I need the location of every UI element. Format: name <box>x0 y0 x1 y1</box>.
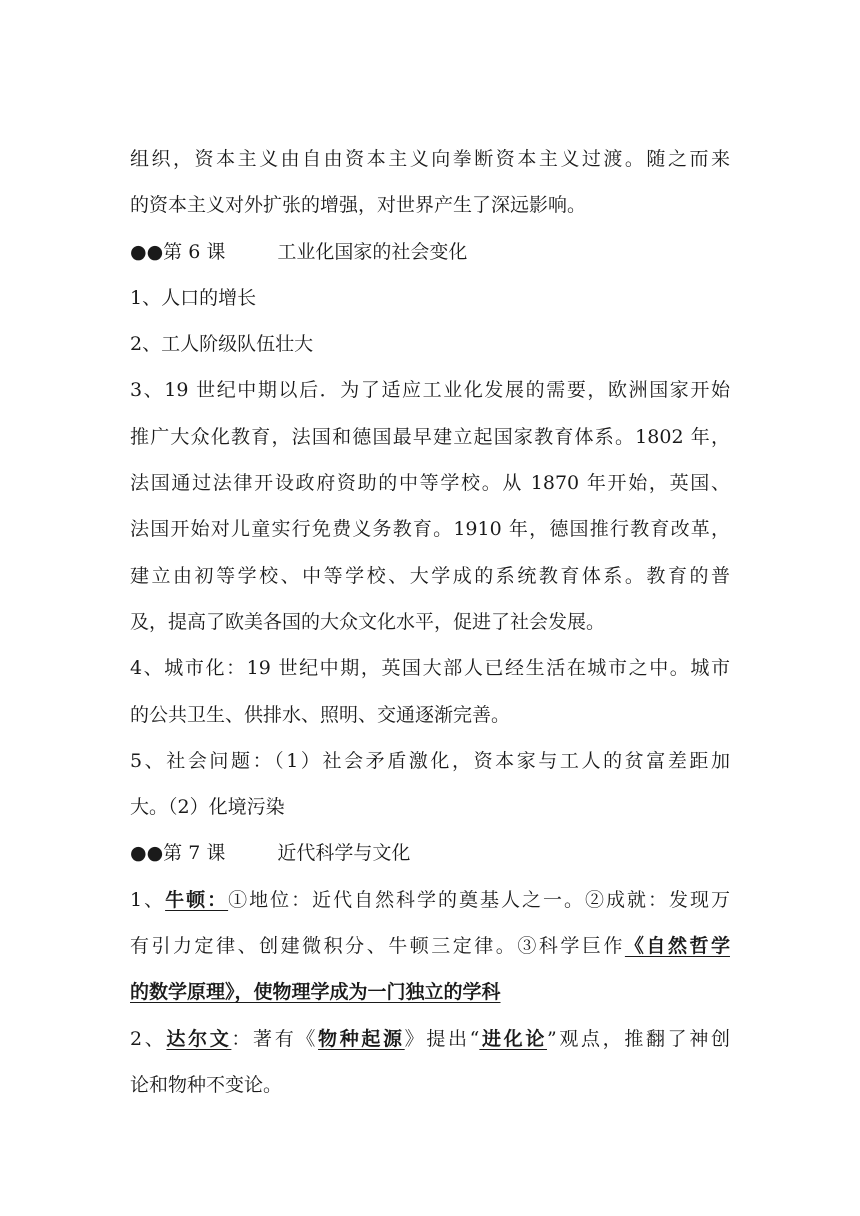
paragraph-line: 的公共卫生、供排水、照明、交通逐渐完善。 <box>130 703 511 726</box>
paragraph-line: 论和物种不变论。 <box>130 1073 283 1096</box>
paragraph-line: 的资本主义对外扩张的增强，对世界产生了深远影响。 <box>130 194 587 217</box>
paragraph-line: 有引力定律、创建微积分、牛顿三定律。③科学巨作《自然哲学 <box>130 935 730 958</box>
lesson-7-heading <box>130 830 730 876</box>
darwin-label: 达尔文 <box>166 1027 232 1050</box>
paragraph-line: 及，提高了欧美各国的大众文化水平，促进了社会发展。 <box>130 610 606 633</box>
list-item: 1、牛顿：①地位：近代自然科学的奠基人之一。②成就：发现万 <box>130 888 730 911</box>
lesson-title: 工业化国家的社会变化 <box>277 240 468 263</box>
book-title-cont: 的数学原理》，使物理学成为一门独立的学科 <box>130 981 501 1004</box>
book-title: 物种起源 <box>318 1027 405 1050</box>
book-title: 《自然哲学 <box>624 935 730 958</box>
lesson-bullet: ●●第 7 课 <box>130 842 226 865</box>
paragraph-line: 大。（2）化境污染 <box>130 796 285 819</box>
paragraph-line: 推广大众化教育，法国和德国最早建立起国家教育体系。1802 年， <box>130 425 730 448</box>
lesson-6-heading <box>130 229 730 275</box>
paragraph-line: 建立由初等学校、中等学校、大学成的系统教育体系。教育的普 <box>130 564 730 587</box>
lesson-title: 近代科学与文化 <box>277 842 411 865</box>
paragraph-line: 组织，资本主义由自由资本主义向拳断资本主义过渡。随之而来 <box>130 148 730 170</box>
list-item: 2、工人阶级队伍壮大 <box>130 333 314 356</box>
list-item: 5、社会问题：（1）社会矛盾激化，资本家与工人的贫富差距加 <box>130 749 730 772</box>
paragraph-line <box>130 969 730 1015</box>
list-item: 2、达尔文：著有《物种起源》提出“进化论”观点，推翻了神创 <box>130 1027 730 1050</box>
document-page <box>130 136 730 1108</box>
list-item: 4、城市化：19 世纪中期，英国大部人已经生活在城市之中。城市 <box>130 657 730 680</box>
theory-name: 进化论 <box>479 1027 547 1050</box>
newton-label: 牛顿： <box>165 888 229 911</box>
lesson-bullet: ●●第 6 课 <box>130 240 226 263</box>
list-item: 3、19 世纪中期以后．为了适应工业化发展的需要，欧洲国家开始 <box>130 379 730 402</box>
paragraph-line: 法国开始对儿童实行免费义务教育。1910 年，德国推行教育改革， <box>130 518 730 541</box>
paragraph-line: 法国通过法律开设政府资助的中等学校。从 1870 年开始，英国、 <box>130 472 730 495</box>
list-item: 1、人口的增长 <box>130 286 257 309</box>
